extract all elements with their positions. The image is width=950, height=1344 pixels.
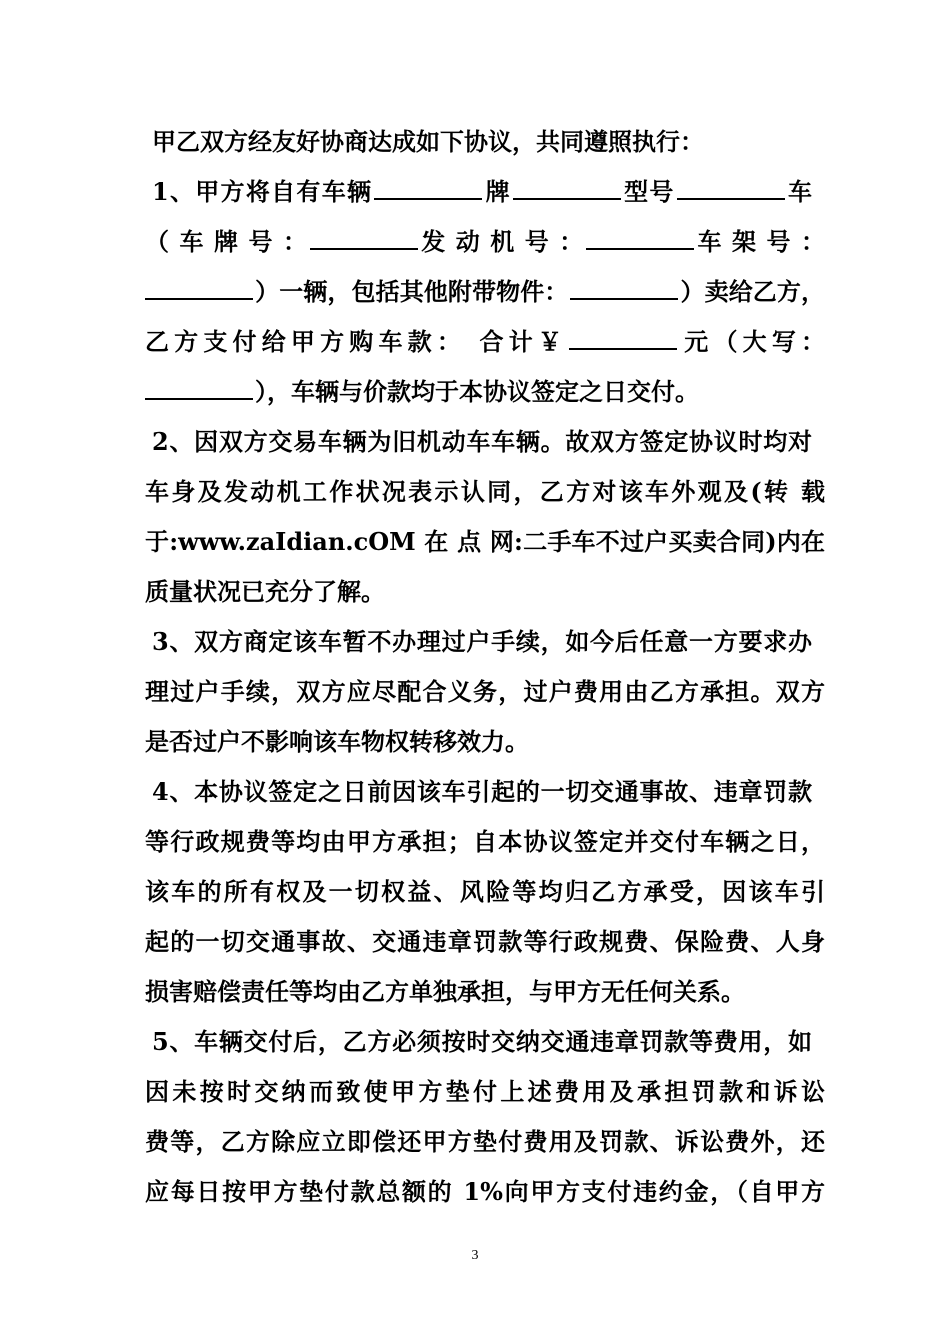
intro-line: 甲乙双方经友好协商达成如下协议，共同遵照执行： (152, 127, 704, 156)
sold-to-label: ）卖给乙方， (680, 277, 826, 306)
clause-2-line-1: 2、因双方交易车辆为旧机动车车辆。故双方签定协议时均对 (152, 427, 812, 456)
price-blank (569, 322, 677, 350)
price-label: 乙方支付给甲方购车款： 合计￥ (145, 327, 568, 356)
plate-number-label: （ 车 牌 号 ： (145, 227, 309, 256)
clause-2-line-2: 车身及发动机工作状况表示认同，乙方对该车外观及(转 载 (145, 477, 825, 506)
delivery-text: ），车辆与价款均于本协议签定之日交付。 (255, 377, 699, 406)
clause-3-line-2: 理过户手续，双方应尽配合义务，过户费用由乙方承担。双方 (145, 677, 825, 706)
clause-1-line-2 (145, 222, 825, 262)
price-words-label: 元（大写： (679, 327, 826, 356)
frame-number-label: 车 架 号 ： (696, 227, 826, 256)
accessories-blank (570, 272, 678, 300)
clause-5-line-2: 因未按时交纳而致使甲方垫付上述费用及承担罚款和诉讼 (145, 1077, 825, 1106)
engine-number-label: 发 动 机 号 ： (420, 227, 585, 256)
accessories-label: ）一辆，包括其他附带物件： (255, 277, 569, 306)
page-number: 3 (471, 1248, 479, 1263)
vehicle-suffix: 车 (786, 177, 813, 206)
vehicle-blank (374, 172, 482, 200)
clause-2-line-3: 于:www.zaIdian.cOM 在 点 网:二手车不过户买卖合同)内在 (145, 527, 825, 556)
clause-2-line-4: 质量状况已充分了解。 (145, 577, 385, 606)
frame-number-blank (145, 272, 253, 300)
clause-4-line-2: 等行政规费等均由甲方承担；自本协议签定并交付车辆之日， (145, 827, 825, 856)
clause-4-line-1: 4、本协议签定之日前因该车引起的一切交通事故、违章罚款 (152, 777, 812, 806)
clause-5-line-1: 5、车辆交付后，乙方必须按时交纳交通违章罚款等费用，如 (152, 1027, 812, 1056)
clause-1-line-4 (145, 322, 825, 362)
plate-number-blank (310, 222, 418, 250)
clause-1-line-1 (152, 172, 812, 212)
model-label: 型号 (622, 177, 675, 206)
clause-4-line-5: 损害赔偿责任等均由乙方单独承担，与甲方无任何关系。 (145, 977, 745, 1006)
clause-3-line-1: 3、双方商定该车暂不办理过户手续，如今后任意一方要求办 (152, 627, 812, 656)
clause-5-line-4: 应每日按甲方垫付款总额的 1%向甲方支付违约金，（自甲方 (145, 1177, 825, 1206)
price-words-blank (145, 372, 253, 400)
clause-1-line-5 (145, 372, 825, 412)
clause-4-line-3: 该车的所有权及一切权益、风险等均归乙方承受，因该车引 (145, 877, 825, 906)
clause-3-line-3: 是否过户不影响该车物权转移效力。 (145, 727, 529, 756)
clause-5-line-3: 费等，乙方除应立即偿还甲方垫付费用及罚款、诉讼费外，还 (145, 1127, 825, 1156)
brand-label: 牌 (484, 177, 511, 206)
clause-1-vehicle-label: 1、甲方将自有车辆 (152, 177, 373, 206)
brand-blank (513, 172, 621, 200)
model-blank (677, 172, 785, 200)
engine-number-blank (586, 222, 694, 250)
clause-4-line-4: 起的一切交通事故、交通违章罚款等行政规费、保险费、人身 (145, 927, 825, 956)
clause-1-line-3 (145, 272, 825, 312)
